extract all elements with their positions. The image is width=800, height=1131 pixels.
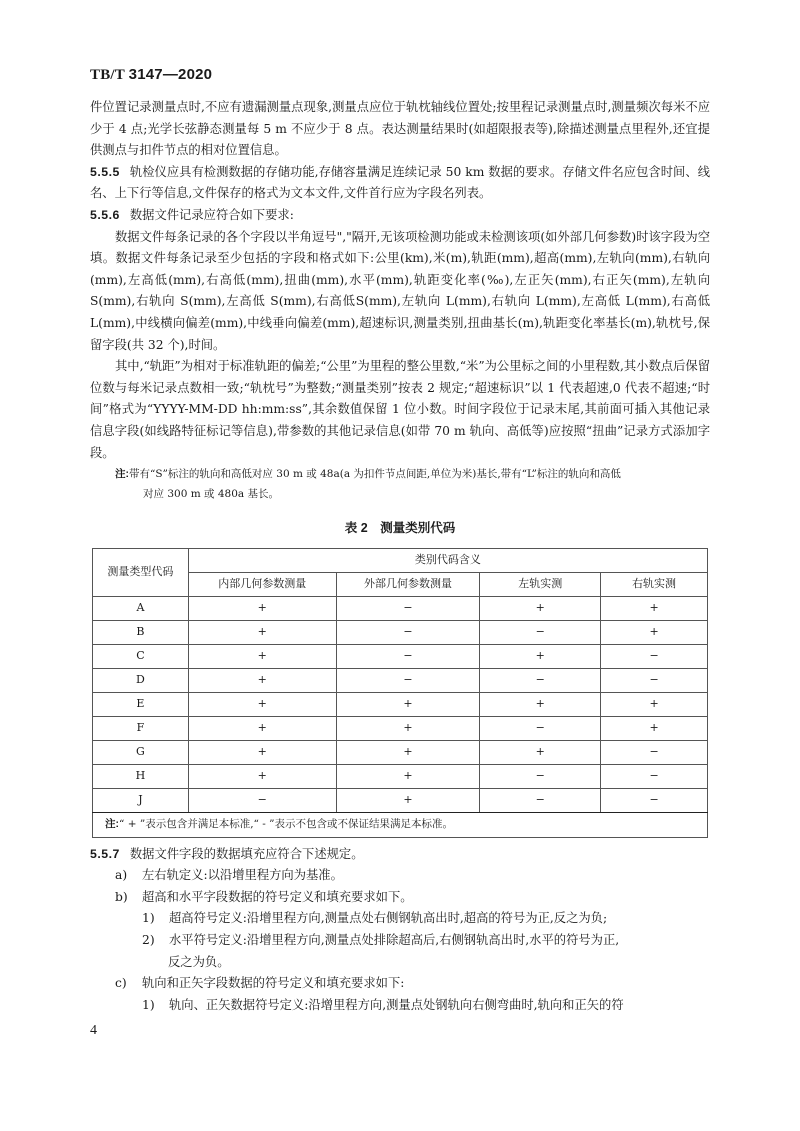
cell: +: [480, 692, 601, 716]
section-5-5-5: [90, 162, 710, 205]
intro-paragraph: 件位置记录测量点时,不应有遗漏测量点现象,测量点应位于轨枕轴线位置处;按里程记录测量点时,测量频次每米不应少于 4 点;光学长弦静态测量每 5 m 不应少于 8 点。表达测量结果时(如超限报表等),除描述测量点里程外,还宜提供测点与扣件节点的相对位置信息。: [90, 100, 710, 158]
note: [90, 464, 710, 504]
table-row: [93, 740, 708, 764]
page-number: 4: [90, 1023, 97, 1038]
col-header-right-rail: 右轨实测: [601, 572, 708, 596]
cell: −: [480, 620, 601, 644]
cell: +: [601, 596, 708, 620]
table-row: [93, 668, 708, 692]
cell: −: [480, 764, 601, 788]
cell: +: [188, 620, 336, 644]
row-code: H: [93, 764, 189, 788]
footnote-text: “ + ”表示包含并满足本标准,“ - ”表示不包含或不保证结果满足本标准。: [119, 817, 454, 830]
doc-code: TB/T: [90, 67, 125, 83]
list-item-c1: [90, 995, 710, 1017]
list-label: c): [115, 976, 127, 991]
table-row: [93, 596, 708, 620]
document-header: [90, 66, 212, 84]
table-header-row: [93, 548, 708, 572]
row-code: A: [93, 596, 189, 620]
fields-paragraph: 数据文件每条记录的各个字段以半角逗号","隔开,无该项检测功能或未检测该项(如外部几何参数)时该字段为空填。数据文件每条记录至少包括的字段和格式如下:公里(km),米(m),轨距(mm),超高(mm),左轨向(mm),右轨向(mm),左高低(mm),右高低(mm),扭曲(mm),水平(mm),轨距变化率(‰),左正矢(mm),右正矢(mm),左轨向 S(mm),右轨向 S(mm),左高低 S(mm),右高低S(mm),左轨向 L(mm),右轨向 L(mm),左高低 L(mm),右高低 L(mm),中线横向偏差(mm),中线垂向偏差(mm),超速标识,测量类别,扭曲基长(m),轨距变化率基长(m),轨枕号,保留字段(共 32 个),时间。: [90, 229, 710, 352]
list-text: 左右轨定义:以沿增里程方向为基准。: [142, 868, 343, 883]
row-code: E: [93, 692, 189, 716]
cell: +: [601, 620, 708, 644]
cell: −: [480, 716, 601, 740]
cell: −: [336, 668, 480, 692]
cell: +: [336, 716, 480, 740]
list-text: 轨向、正矢数据符号定义:沿增里程方向,测量点处钢轨向右侧弯曲时,轨向和正矢的符: [169, 997, 624, 1012]
table-footnote: [93, 812, 708, 837]
cell: +: [480, 596, 601, 620]
cell: +: [188, 692, 336, 716]
col-header-external: 外部几何参数测量: [336, 572, 480, 596]
section-text: 数据文件记录应符合如下要求:: [129, 207, 294, 222]
list-label: b): [115, 889, 128, 904]
table-row: [93, 788, 708, 812]
list-label: a): [115, 868, 128, 883]
list-text: 超高符号定义:沿增里程方向,测量点处右侧钢轨高出时,超高的符号为正,反之为负;: [169, 911, 608, 926]
cell: −: [601, 740, 708, 764]
list-label: 2): [142, 933, 155, 948]
footnote-label: 注:: [105, 817, 119, 830]
list-text: 超高和水平字段数据的符号定义和填充要求如下。: [142, 889, 413, 904]
col-header-code: 测量类型代码: [93, 548, 189, 596]
cell: +: [480, 644, 601, 668]
list-label: 1): [142, 997, 155, 1012]
col-group-header: 类别代码含义: [188, 548, 707, 572]
row-code: J: [93, 788, 189, 812]
table-footnote-row: [93, 812, 708, 837]
table-row: [93, 644, 708, 668]
list-item-b: [90, 887, 710, 909]
row-code: D: [93, 668, 189, 692]
doc-number: 3147—2020: [128, 66, 213, 83]
cell: −: [336, 620, 480, 644]
measurement-category-table: [92, 548, 708, 838]
note-line-2: 对应 300 m 或 480a 基长。: [143, 488, 279, 501]
cell: +: [601, 692, 708, 716]
section-number: 5.5.6: [90, 207, 120, 222]
list-text: 轨向和正矢字段数据的符号定义和填充要求如下:: [142, 976, 405, 991]
list-item-b1: [90, 908, 710, 930]
cell: −: [336, 596, 480, 620]
section-text: 数据文件字段的数据填充应符合下述规定。: [129, 846, 364, 861]
table-caption: 表 2 测量类别代码: [344, 521, 456, 536]
document-body: [90, 97, 710, 1016]
list-item-b2-continuation: 反之为负。: [168, 954, 230, 969]
cell: −: [336, 644, 480, 668]
cell: −: [601, 644, 708, 668]
table-row: [93, 692, 708, 716]
cell: +: [188, 596, 336, 620]
cell: −: [480, 668, 601, 692]
cell: +: [336, 764, 480, 788]
list-text: 水平符号定义:沿增里程方向,测量点处排除超高后,右侧钢轨高出时,水平的符号为正,: [169, 933, 620, 948]
cell: −: [480, 788, 601, 812]
col-header-internal: 内部几何参数测量: [188, 572, 336, 596]
cell: +: [188, 668, 336, 692]
table-row: [93, 764, 708, 788]
cell: −: [601, 788, 708, 812]
list-item-a: [90, 865, 710, 887]
table-row: [93, 716, 708, 740]
cell: +: [188, 764, 336, 788]
table-row: [93, 620, 708, 644]
note-label: 注:: [115, 468, 129, 481]
section-text: 轨检仪应具有检测数据的存储功能,存储容量满足连续记录 50 km 数据的要求。存储文件名应包含时间、线名、上下行等信息,文件保存的格式为文本文件,文件首行应为字段名列表。: [90, 164, 710, 201]
cell: +: [188, 716, 336, 740]
cell: +: [336, 740, 480, 764]
row-code: C: [93, 644, 189, 668]
row-code: F: [93, 716, 189, 740]
section-5-5-7: [90, 844, 710, 866]
list-item-b2: [90, 930, 710, 952]
cell: −: [601, 764, 708, 788]
list-label: 1): [142, 911, 155, 926]
cell: +: [601, 716, 708, 740]
cell: +: [336, 692, 480, 716]
list-item-c: [90, 973, 710, 995]
section-number: 5.5.7: [90, 846, 120, 861]
note-line-1: 带有“S”标注的轨向和高低对应 30 m 或 48a(a 为扣件节点间距,单位为米)基长,带有“L”标注的轨向和高低: [129, 468, 621, 481]
cell: +: [480, 740, 601, 764]
section-number: 5.5.5: [90, 164, 120, 179]
fields-explanation-paragraph: 其中,“轨距”为相对于标准轨距的偏差;“公里”为里程的整公里数,“米”为公里标之间的小里程数,其小数点后保留位数与每米记录点数相一致;“轨枕号”为整数;“测量类别”按表 2 规定;“超速标识”以 1 代表超速,0 代表不超速;“时间”格式为“YYYY-MM-DD hh:mm:ss”,其余数值保留 1 位小数。时间字段位于记录末尾,其前面可插入其他记录信息字段(如线路特征标记等信息),带参数的其他记录信息(如带 70 m 轨向、高低等)应按照“扭曲”记录方式添加字段。: [90, 359, 710, 460]
row-code: G: [93, 740, 189, 764]
cell: +: [336, 788, 480, 812]
cell: +: [188, 740, 336, 764]
cell: −: [188, 788, 336, 812]
row-code: B: [93, 620, 189, 644]
cell: +: [188, 644, 336, 668]
col-header-left-rail: 左轨实测: [480, 572, 601, 596]
cell: −: [601, 668, 708, 692]
section-5-5-6: [90, 205, 710, 227]
